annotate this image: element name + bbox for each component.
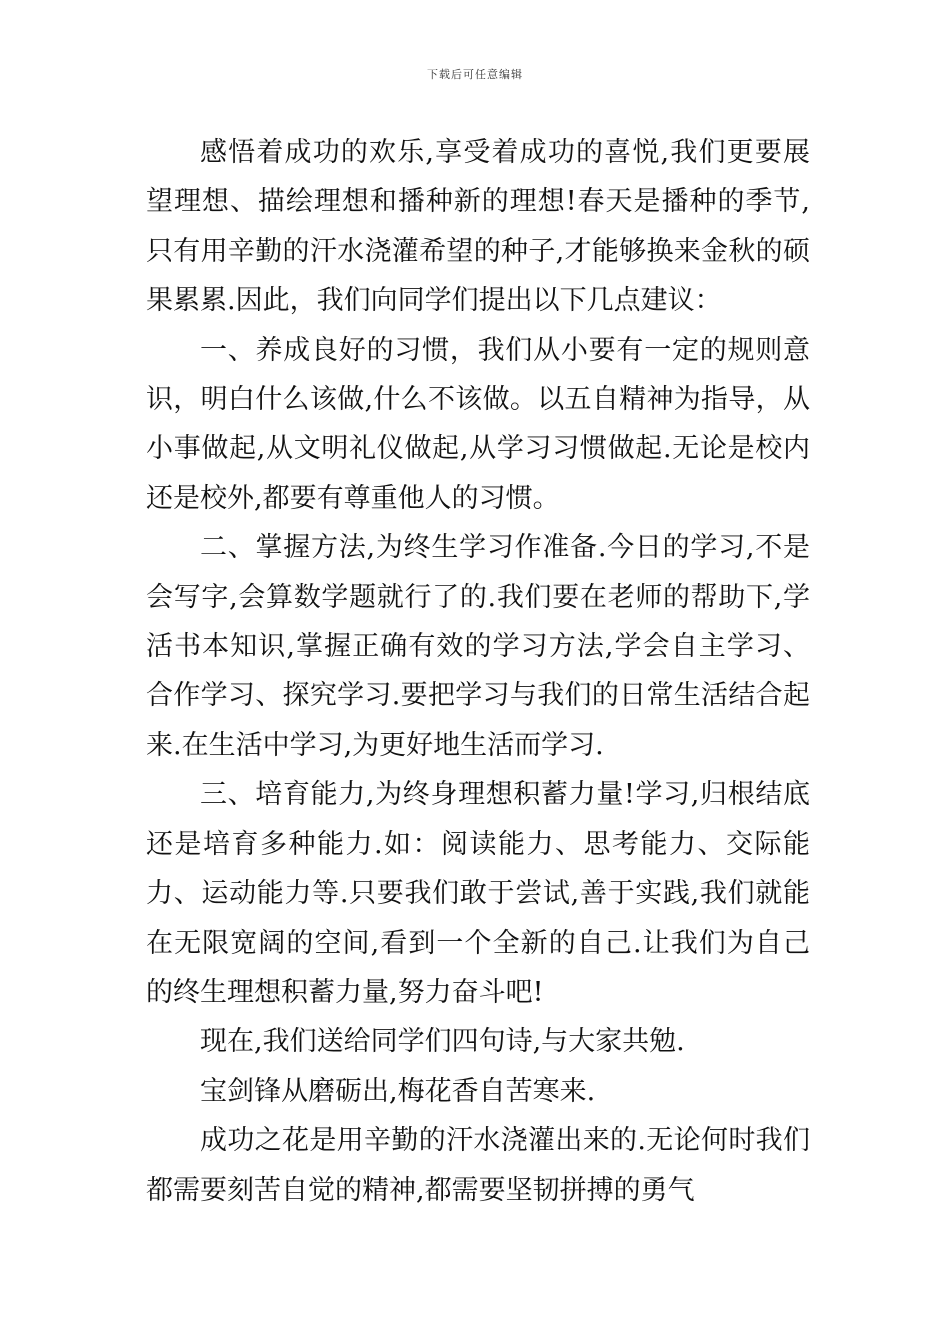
document-body (146, 128, 810, 1215)
paragraph-point-three: 三、培育能力,为终身理想积蓄力量!学习,归根结底还是培育多种能力.如：阅读能力、思考能力、交际能力、运动能力等.只要我们敢于尝试,善于实践,我们就能在无限宽阔的空间,看到一个全新的自己.让我们为自己的终生理想积蓄力量,努力奋斗吧! (146, 779, 810, 1008)
paragraph-intro: 感悟着成功的欢乐,享受着成功的喜悦,我们更要展望理想、描绘理想和播种新的理想!春天是播种的季节,只有用辛勤的汗水浇灌希望的种子,才能够换来金秋的硕果累累.因此，我们向同学们提出以下几点建议： (146, 137, 810, 317)
paragraph-poem-line: 宝剑锋从磨砺出,梅花香自苦寒来. (200, 1075, 596, 1107)
paragraph-closing: 成功之花是用辛勤的汗水浇灌出来的.无论何时我们都需要刻苦自觉的精神,都需要坚韧拼搏的勇气 (146, 1125, 810, 1206)
paragraph-poem-intro: 现在,我们送给同学们四句诗,与大家共勉. (200, 1026, 685, 1058)
paragraph-point-two: 二、掌握方法,为终生学习作准备.今日的学习,不是会写字,会算数学题就行了的.我们要在老师的帮助下,学活书本知识,掌握正确有效的学习方法,学会自主学习、合作学习、探究学习.要把学习与我们的日常生活结合起来.在生活中学习,为更好地生活而学习. (146, 532, 810, 761)
page-header-note: 下载后可任意编辑 (427, 68, 523, 81)
paragraph-point-one: 一、养成良好的习惯，我们从小要有一定的规则意识，明白什么该做,什么不该做。以五自精神为指导，从小事做起,从文明礼仪做起,从学习习惯做起.无论是校内还是校外,都要有尊重他人的习惯。 (146, 334, 810, 514)
